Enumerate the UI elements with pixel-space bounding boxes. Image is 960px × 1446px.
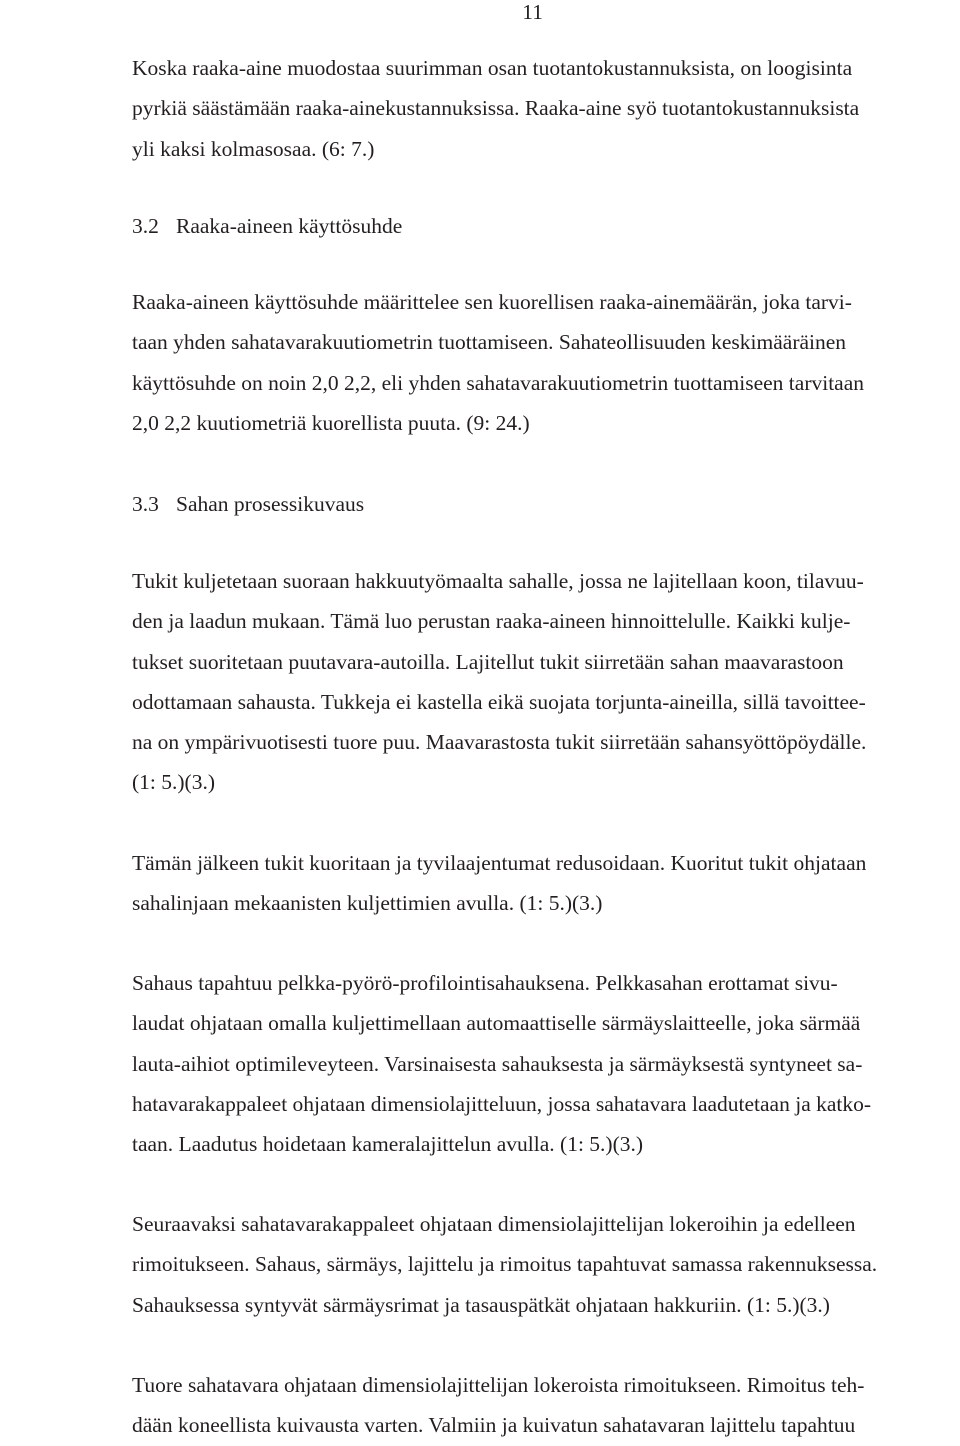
text-line: Seuraavaksi sahatavarakappaleet ohjataan dimensiolajittelijan lokeroihin ja edelleen [132,1212,856,1236]
text-line: na on ympärivuotisesti tuore puu. Maavarastosta tukit siirretään sahansyöttöpöydälle. [132,730,867,755]
text-line: Tämän jälkeen tukit kuoritaan ja tyvilaajentumat redusoidaan. Kuoritut tukit ohjataan [132,851,867,875]
text-line: yli kaksi kolmasosaa. (6: 7.) [132,136,375,161]
text-line: Sahauksessa syntyvät särmäysrimat ja tasauspätkät ohjataan hakkuriin. (1: 5.)(3.) [132,1292,830,1317]
text-line: 2,0 2,2 kuutiometriä kuorellista puuta. (9: 24.) [132,410,530,435]
text-line: Tuore sahatavara ohjataan dimensiolajittelijan lokeroista rimoitukseen. Rimoitus teh- [132,1373,865,1397]
text-line: Koska raaka-aine muodostaa suurimman osan tuotantokustannuksista, on loogisinta [132,56,853,80]
section-number: 3.3 [132,492,159,516]
text-line: sahalinjaan mekaanisten kuljettimien avulla. (1: 5.)(3.) [132,891,603,916]
section-number: 3.2 [132,214,159,238]
text-line: Tukit kuljetetaan suoraan hakkuutyömaalta sahalle, jossa ne lajitellaan koon, tilavuu- [132,569,864,593]
paragraph-sorting [132,1204,952,1325]
text-line: Sahaus tapahtuu pelkka-pyörö-profilointisahauksena. Pelkkasahan erottamat sivu- [132,971,838,995]
text-line: den ja laadun mukaan. Tämä luo perustan raaka-aineen hinnoittelulle. Kaikki kulje- [132,609,851,634]
paragraph-usage-ratio [132,282,952,443]
section-title: Sahan prosessikuvaus [176,492,365,516]
text-line: tukset suoritetaan puutavara-autoilla. Lajitellut tukit siirretään sahan maavarastoon [132,649,844,674]
text-line: rimoitukseen. Sahaus, särmäys, lajittelu ja rimoitus tapahtuvat samassa rakennuksessa. [132,1252,878,1277]
text-line: taan yhden sahatavarakuutiometrin tuottamiseen. Sahateollisuuden keskimääräinen [132,330,847,355]
page-number: 11 [522,0,543,24]
text-line: taan. Laadutus hoidetaan kameralajittelun avulla. (1: 5.)(3.) [132,1132,644,1157]
text-line: odottamaan sahausta. Tukkeja ei kastella eikä suojata torjunta-aineilla, sillä tavoittee- [132,689,866,714]
text-line: Raaka-aineen käyttösuhde määrittelee sen kuorellisen raaka-ainemäärän, joka tarvi- [132,290,852,314]
text-line: käyttösuhde on noin 2,0 2,2, eli yhden sahatavarakuutiometrin tuottamiseen tarvitaan [132,370,865,395]
text-line: hatavarakappaleet ohjataan dimensiolajitteluun, jossa sahatavara laadutetaan ja katko- [132,1091,872,1116]
text-line: pyrkiä säästämään raaka-ainekustannuksissa. Raaka-aine syö tuotantokustannuksista [132,96,860,121]
section-heading-3-2 [132,212,402,240]
section-title: Raaka-aineen käyttösuhde [176,214,403,238]
text-line: (1: 5.)(3.) [132,770,215,795]
text-line: dään koneellista kuivausta varten. Valmiin ja kuivatun sahatavaran lajittelu tapahtuu [132,1413,856,1438]
section-heading-3-3 [132,490,364,518]
paragraph-fresh-lumber [132,1365,952,1446]
paragraph-raw-material-costs [132,48,952,169]
paragraph-log-transport [132,561,952,803]
paragraph-debarking [132,843,952,924]
text-line: laudat ohjataan omalla kuljettimellaan automaattiselle särmäyslaitteelle, joka särmää [132,1011,861,1036]
paragraph-sawing [132,963,952,1164]
text-line: lauta-aihiot optimileveyteen. Varsinaisesta sahauksesta ja särmäyksestä syntyneet sa- [132,1051,863,1076]
